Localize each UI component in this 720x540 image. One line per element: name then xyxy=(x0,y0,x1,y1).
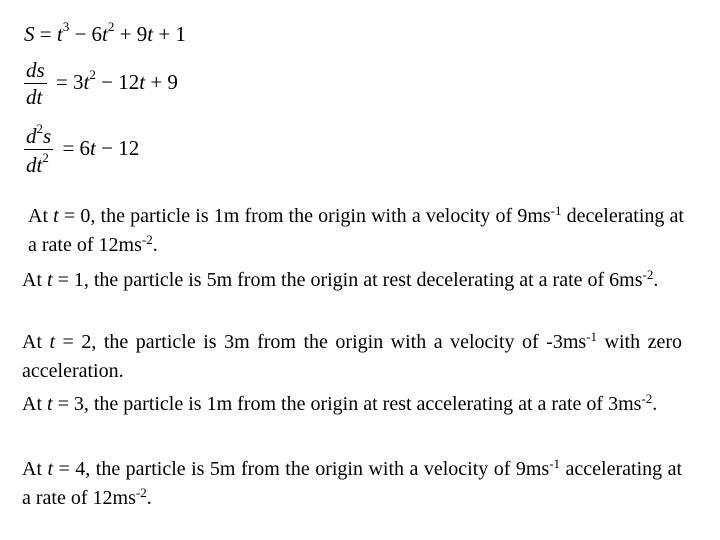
velocity-fraction xyxy=(24,60,47,108)
equation-displacement xyxy=(24,19,186,46)
velocity-numerator: ds xyxy=(26,58,45,82)
equation-acceleration xyxy=(24,121,140,177)
displacement-symbol: S xyxy=(24,22,35,46)
velocity-denominator: dt xyxy=(26,85,43,109)
equation-acceleration-rhs: = 6t − 12 xyxy=(62,135,140,160)
acceleration-fraction xyxy=(24,121,53,177)
statement-t0: At t = 0, the particle is 1m from the origin with a velocity of $9ms^{-1}$ decelerating at a rate of $12ms^{-2}$. xyxy=(28,203,684,256)
acceleration-denominator: $dt^2$ xyxy=(26,150,49,177)
equation-velocity-rhs: = $3t^2 - 12t + 9$ xyxy=(55,66,178,94)
statement-t2: At t = 2, the particle is 3m from the origin with a velocity of $-3ms^{-1}$ with zero acceleration. xyxy=(22,329,682,382)
statement-t1: At t = 1, the particle is 5m from the origin at rest decelerating at a rate of $6ms^{-2}$. xyxy=(22,267,659,291)
statement-t3: At t = 3, the particle is 1m from the origin at rest accelerating at a rate of $3ms^{-2}$. xyxy=(22,391,658,415)
equation-displacement-rhs: = $t^3 - 6t^2 + 9t + 1$ xyxy=(39,19,186,46)
statement-t4: At t = 4, the particle is 5m from the origin with a velocity of $9ms^{-1}$ accelerating at a rate of $12ms^{-2}$. xyxy=(22,456,683,509)
equation-velocity xyxy=(24,60,178,108)
acceleration-numerator: $d^2s$ xyxy=(26,121,52,148)
